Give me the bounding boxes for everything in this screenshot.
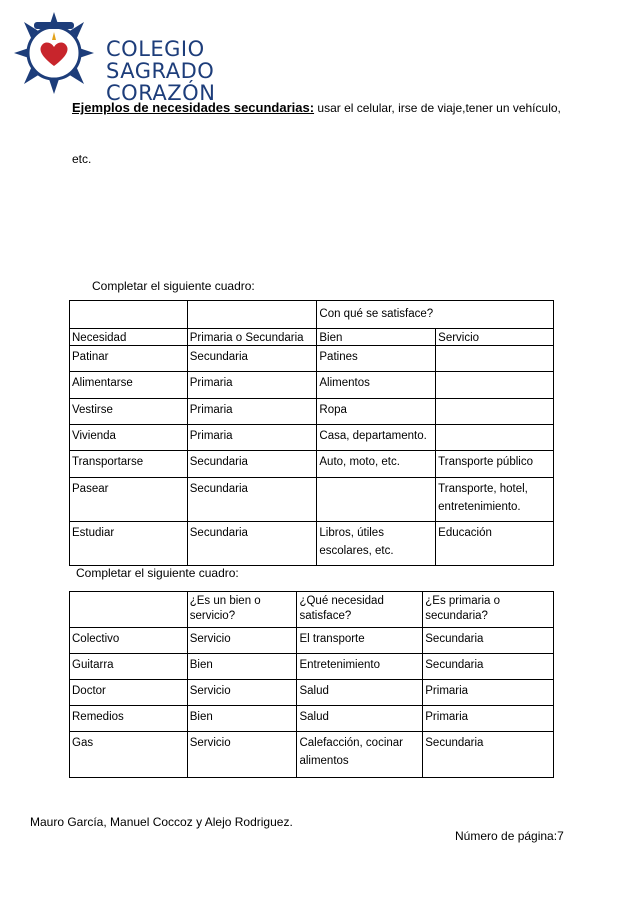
table-cell: Estudiar <box>70 522 188 566</box>
table-cell <box>187 301 317 329</box>
table-cell: Alimentarse <box>70 372 188 399</box>
table-cell: Secundaria <box>187 346 317 372</box>
table-cell: Transportarse <box>70 451 188 478</box>
intro-continuation: etc. <box>72 152 92 166</box>
table-cell <box>436 425 554 451</box>
table-cell: Remedios <box>70 706 188 732</box>
table-cell: Secundaria <box>187 451 317 478</box>
table-cell: Patines <box>317 346 436 372</box>
table-cell: Secundaria <box>423 732 554 778</box>
table-cell: Secundaria <box>187 522 317 566</box>
table1-header-servicio: Servicio <box>436 329 554 346</box>
table2-header-empty <box>70 592 188 628</box>
table-cell: Pasear <box>70 478 188 522</box>
table-cell: Vivienda <box>70 425 188 451</box>
table-row <box>70 399 554 425</box>
table1-header-bien: Bien <box>317 329 436 346</box>
school-name <box>106 38 215 104</box>
table-cell: Entretenimiento <box>297 654 423 680</box>
table1-header-row <box>70 329 554 346</box>
table2-header-row <box>70 592 554 628</box>
sacred-heart-crest-icon <box>12 10 96 96</box>
table-cell: Gas <box>70 732 188 778</box>
table-cell: Bien <box>187 706 297 732</box>
table-cell: Calefacción, cocinar alimentos <box>297 732 423 778</box>
table-cell: Alimentos <box>317 372 436 399</box>
school-logo <box>12 10 216 105</box>
table-cell: Ropa <box>317 399 436 425</box>
table-cell: Salud <box>297 706 423 732</box>
table-cell <box>436 346 554 372</box>
table-row <box>70 478 554 522</box>
table-cell: Servicio <box>187 680 297 706</box>
table-cell: Auto, moto, etc. <box>317 451 436 478</box>
intro-heading: Ejemplos de necesidades secundarias: <box>72 100 315 115</box>
table-cell: Educación <box>436 522 554 566</box>
table-row <box>70 425 554 451</box>
table-cell: Primaria <box>187 399 317 425</box>
table-row <box>70 522 554 566</box>
table2-caption: Completar el siguiente cuadro: <box>76 566 239 580</box>
table-row <box>70 372 554 399</box>
table2-header-necesidad: ¿Qué necesidad satisface? <box>297 592 423 628</box>
table-cell: Servicio <box>187 732 297 778</box>
table-cell: Bien <box>187 654 297 680</box>
table-row <box>70 732 554 778</box>
school-name-line-1: COLEGIO <box>106 37 205 61</box>
footer-authors: Mauro García, Manuel Coccoz y Alejo Rodriguez. <box>30 815 293 829</box>
table-cell: Primaria <box>187 425 317 451</box>
table-row <box>70 346 554 372</box>
table-cell: Primaria <box>423 706 554 732</box>
table-cell: Secundaria <box>423 628 554 654</box>
table-cell: Colectivo <box>70 628 188 654</box>
table-cell: Casa, departamento. <box>317 425 436 451</box>
table-cell: Secundaria <box>423 654 554 680</box>
goods-services-table <box>69 591 554 778</box>
table1-header-tipo: Primaria o Secundaria <box>187 329 317 346</box>
table-cell <box>436 399 554 425</box>
table-cell: Transporte, hotel, entretenimiento. <box>436 478 554 522</box>
table-row <box>70 654 554 680</box>
table-cell: Vestirse <box>70 399 188 425</box>
table-cell: Doctor <box>70 680 188 706</box>
intro-paragraph <box>72 100 572 166</box>
table-cell <box>70 301 188 329</box>
table2-header-bien-servicio: ¿Es un bien o servicio? <box>187 592 297 628</box>
table-cell: Primaria <box>187 372 317 399</box>
table-cell: Salud <box>297 680 423 706</box>
table-cell: Secundaria <box>187 478 317 522</box>
table-row <box>70 680 554 706</box>
table-row <box>70 628 554 654</box>
school-name-line-3: CORAZÓN <box>106 81 216 105</box>
needs-table <box>69 300 554 566</box>
table-cell: Patinar <box>70 346 188 372</box>
table2-header-tipo: ¿Es primaria o secundaria? <box>423 592 554 628</box>
table-cell: Transporte público <box>436 451 554 478</box>
table1-caption: Completar el siguiente cuadro: <box>92 279 255 293</box>
school-name-line-2: SAGRADO <box>106 59 215 83</box>
table1-group-header: Con qué se satisface? <box>317 301 554 329</box>
table-row <box>70 451 554 478</box>
table-cell: Primaria <box>423 680 554 706</box>
intro-text: usar el celular, irse de viaje,tener un vehículo, <box>314 101 561 115</box>
table-cell: Servicio <box>187 628 297 654</box>
table1-header-necesidad: Necesidad <box>70 329 188 346</box>
table1-group-header-row <box>70 301 554 329</box>
table-row <box>70 706 554 732</box>
table-cell <box>317 478 436 522</box>
table-cell <box>436 372 554 399</box>
table-cell: Libros, útiles escolares, etc. <box>317 522 436 566</box>
table-cell: Guitarra <box>70 654 188 680</box>
table-cell: El transporte <box>297 628 423 654</box>
page-number: Número de página:7 <box>455 829 564 843</box>
